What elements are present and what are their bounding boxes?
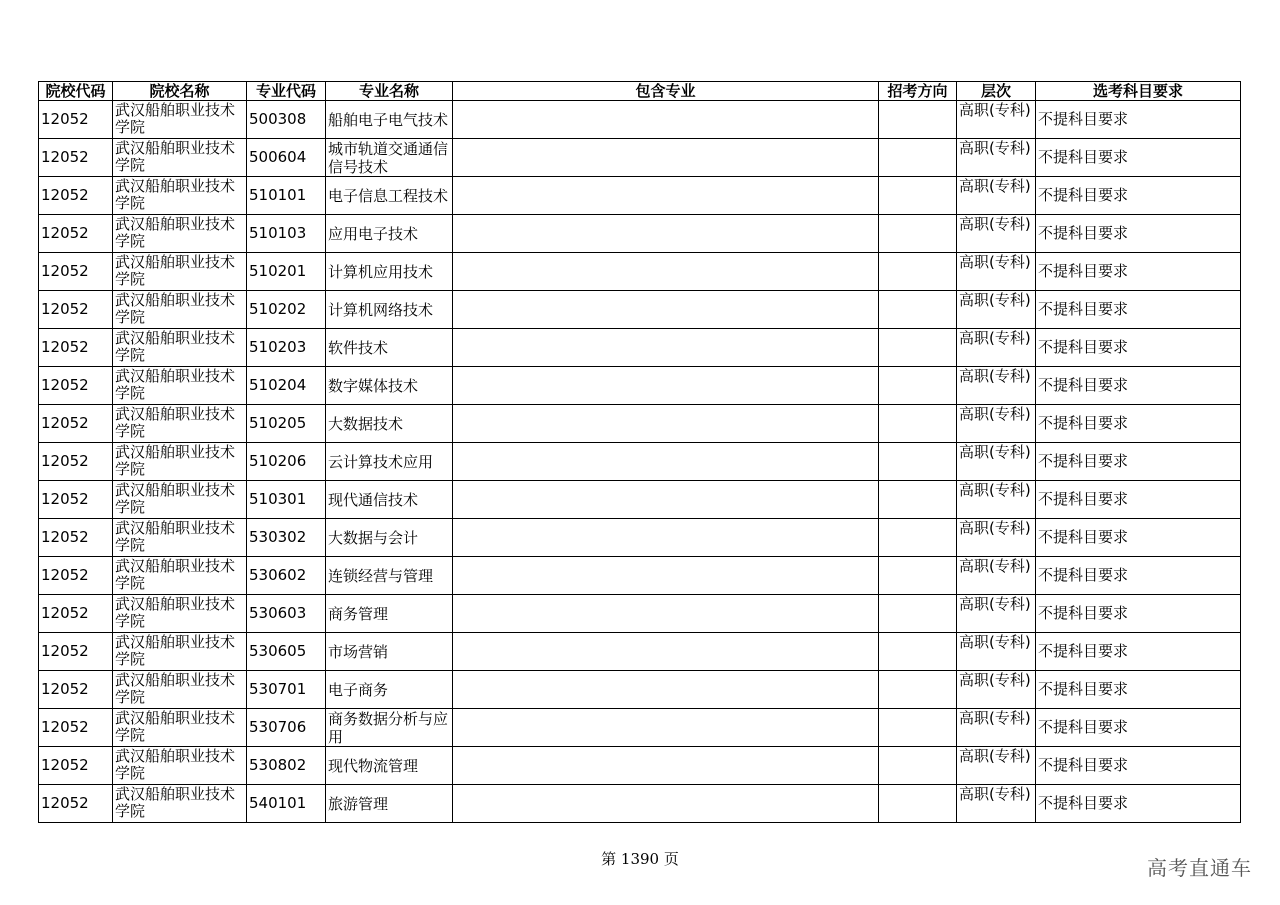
cell-direction xyxy=(879,709,957,747)
cell-major-name: 旅游管理 xyxy=(326,785,453,823)
cell-included-majors xyxy=(453,291,879,329)
cell-included-majors xyxy=(453,329,879,367)
cell-school-code: 12052 xyxy=(39,709,113,747)
table-row xyxy=(39,253,1241,291)
cell-school-name: 武汉船舶职业技术学院 xyxy=(113,709,247,747)
cell-included-majors xyxy=(453,709,879,747)
table-row xyxy=(39,101,1241,139)
cell-major-name: 软件技术 xyxy=(326,329,453,367)
cell-level: 高职(专科) xyxy=(957,709,1036,747)
cell-school-name: 武汉船舶职业技术学院 xyxy=(113,785,247,823)
cell-major-name: 云计算技术应用 xyxy=(326,443,453,481)
cell-major-code: 510202 xyxy=(247,291,326,329)
cell-level: 高职(专科) xyxy=(957,215,1036,253)
cell-major-code: 530603 xyxy=(247,595,326,633)
cell-level: 高职(专科) xyxy=(957,253,1036,291)
table-header-row xyxy=(39,82,1241,101)
header-included-majors: 包含专业 xyxy=(453,82,879,101)
cell-school-code: 12052 xyxy=(39,557,113,595)
table-row xyxy=(39,405,1241,443)
cell-school-name: 武汉船舶职业技术学院 xyxy=(113,139,247,177)
cell-school-code: 12052 xyxy=(39,519,113,557)
cell-major-name: 数字媒体技术 xyxy=(326,367,453,405)
header-school-name: 院校名称 xyxy=(113,82,247,101)
cell-major-name: 电子商务 xyxy=(326,671,453,709)
cell-direction xyxy=(879,633,957,671)
cell-major-code: 500604 xyxy=(247,139,326,177)
cell-subject-requirement: 不提科目要求 xyxy=(1036,139,1241,177)
cell-direction xyxy=(879,595,957,633)
cell-major-code: 510203 xyxy=(247,329,326,367)
cell-subject-requirement: 不提科目要求 xyxy=(1036,747,1241,785)
header-major-code: 专业代码 xyxy=(247,82,326,101)
table-row xyxy=(39,139,1241,177)
cell-subject-requirement: 不提科目要求 xyxy=(1036,253,1241,291)
cell-subject-requirement: 不提科目要求 xyxy=(1036,329,1241,367)
cell-school-name: 武汉船舶职业技术学院 xyxy=(113,101,247,139)
cell-major-code: 530602 xyxy=(247,557,326,595)
table-row xyxy=(39,557,1241,595)
cell-included-majors xyxy=(453,443,879,481)
cell-school-code: 12052 xyxy=(39,329,113,367)
page-number: 第 1390 页 xyxy=(601,850,679,868)
cell-school-code: 12052 xyxy=(39,215,113,253)
cell-level: 高职(专科) xyxy=(957,405,1036,443)
cell-major-code: 510101 xyxy=(247,177,326,215)
header-school-code: 院校代码 xyxy=(39,82,113,101)
header-subject-requirement: 选考科目要求 xyxy=(1036,82,1241,101)
cell-direction xyxy=(879,785,957,823)
cell-major-code: 500308 xyxy=(247,101,326,139)
cell-school-name: 武汉船舶职业技术学院 xyxy=(113,215,247,253)
cell-level: 高职(专科) xyxy=(957,291,1036,329)
cell-school-name: 武汉船舶职业技术学院 xyxy=(113,405,247,443)
cell-level: 高职(专科) xyxy=(957,557,1036,595)
cell-subject-requirement: 不提科目要求 xyxy=(1036,101,1241,139)
cell-included-majors xyxy=(453,747,879,785)
cell-level: 高职(专科) xyxy=(957,329,1036,367)
cell-school-name: 武汉船舶职业技术学院 xyxy=(113,557,247,595)
cell-direction xyxy=(879,367,957,405)
cell-level: 高职(专科) xyxy=(957,101,1036,139)
cell-major-name: 计算机应用技术 xyxy=(326,253,453,291)
table-row xyxy=(39,443,1241,481)
cell-school-name: 武汉船舶职业技术学院 xyxy=(113,443,247,481)
cell-direction xyxy=(879,177,957,215)
header-level: 层次 xyxy=(957,82,1036,101)
cell-major-name: 现代物流管理 xyxy=(326,747,453,785)
cell-major-name: 现代通信技术 xyxy=(326,481,453,519)
cell-included-majors xyxy=(453,671,879,709)
cell-major-name: 连锁经营与管理 xyxy=(326,557,453,595)
cell-major-name: 电子信息工程技术 xyxy=(326,177,453,215)
cell-school-name: 武汉船舶职业技术学院 xyxy=(113,633,247,671)
cell-subject-requirement: 不提科目要求 xyxy=(1036,519,1241,557)
cell-subject-requirement: 不提科目要求 xyxy=(1036,177,1241,215)
cell-direction xyxy=(879,519,957,557)
cell-major-name: 船舶电子电气技术 xyxy=(326,101,453,139)
table-row xyxy=(39,595,1241,633)
cell-direction xyxy=(879,557,957,595)
cell-subject-requirement: 不提科目要求 xyxy=(1036,405,1241,443)
header-direction: 招考方向 xyxy=(879,82,957,101)
cell-level: 高职(专科) xyxy=(957,443,1036,481)
cell-school-name: 武汉船舶职业技术学院 xyxy=(113,177,247,215)
cell-included-majors xyxy=(453,139,879,177)
cell-school-code: 12052 xyxy=(39,101,113,139)
cell-subject-requirement: 不提科目要求 xyxy=(1036,785,1241,823)
cell-school-code: 12052 xyxy=(39,291,113,329)
cell-school-code: 12052 xyxy=(39,443,113,481)
cell-included-majors xyxy=(453,633,879,671)
cell-major-code: 530802 xyxy=(247,747,326,785)
cell-level: 高职(专科) xyxy=(957,177,1036,215)
cell-direction xyxy=(879,329,957,367)
table-row xyxy=(39,709,1241,747)
table-row xyxy=(39,177,1241,215)
cell-direction xyxy=(879,291,957,329)
cell-school-code: 12052 xyxy=(39,481,113,519)
cell-level: 高职(专科) xyxy=(957,481,1036,519)
cell-school-name: 武汉船舶职业技术学院 xyxy=(113,595,247,633)
cell-major-code: 510201 xyxy=(247,253,326,291)
cell-included-majors xyxy=(453,519,879,557)
cell-subject-requirement: 不提科目要求 xyxy=(1036,481,1241,519)
cell-direction xyxy=(879,139,957,177)
cell-included-majors xyxy=(453,405,879,443)
cell-subject-requirement: 不提科目要求 xyxy=(1036,367,1241,405)
table-row xyxy=(39,519,1241,557)
cell-major-name: 大数据技术 xyxy=(326,405,453,443)
table-row xyxy=(39,215,1241,253)
cell-level: 高职(专科) xyxy=(957,367,1036,405)
cell-major-name: 商务数据分析与应用 xyxy=(326,709,453,747)
cell-included-majors xyxy=(453,177,879,215)
cell-school-code: 12052 xyxy=(39,671,113,709)
cell-school-code: 12052 xyxy=(39,633,113,671)
cell-included-majors xyxy=(453,367,879,405)
cell-major-code: 530302 xyxy=(247,519,326,557)
cell-subject-requirement: 不提科目要求 xyxy=(1036,557,1241,595)
cell-level: 高职(专科) xyxy=(957,595,1036,633)
cell-school-name: 武汉船舶职业技术学院 xyxy=(113,329,247,367)
cell-level: 高职(专科) xyxy=(957,671,1036,709)
cell-level: 高职(专科) xyxy=(957,633,1036,671)
table-row xyxy=(39,671,1241,709)
cell-included-majors xyxy=(453,785,879,823)
cell-direction xyxy=(879,747,957,785)
cell-school-code: 12052 xyxy=(39,785,113,823)
cell-school-code: 12052 xyxy=(39,253,113,291)
cell-school-name: 武汉船舶职业技术学院 xyxy=(113,253,247,291)
cell-level: 高职(专科) xyxy=(957,139,1036,177)
cell-school-name: 武汉船舶职业技术学院 xyxy=(113,367,247,405)
cell-direction xyxy=(879,215,957,253)
table-row xyxy=(39,633,1241,671)
cell-included-majors xyxy=(453,215,879,253)
cell-major-code: 530706 xyxy=(247,709,326,747)
cell-school-code: 12052 xyxy=(39,367,113,405)
table-row xyxy=(39,329,1241,367)
cell-included-majors xyxy=(453,595,879,633)
table-row xyxy=(39,747,1241,785)
cell-school-code: 12052 xyxy=(39,595,113,633)
table-row xyxy=(39,367,1241,405)
cell-major-name: 计算机网络技术 xyxy=(326,291,453,329)
table-row xyxy=(39,481,1241,519)
cell-subject-requirement: 不提科目要求 xyxy=(1036,215,1241,253)
table-body xyxy=(39,101,1241,823)
cell-school-code: 12052 xyxy=(39,177,113,215)
cell-school-name: 武汉船舶职业技术学院 xyxy=(113,671,247,709)
cell-direction xyxy=(879,671,957,709)
cell-major-name: 城市轨道交通通信信号技术 xyxy=(326,139,453,177)
cell-school-code: 12052 xyxy=(39,405,113,443)
cell-major-name: 大数据与会计 xyxy=(326,519,453,557)
cell-school-code: 12052 xyxy=(39,139,113,177)
cell-school-name: 武汉船舶职业技术学院 xyxy=(113,747,247,785)
cell-subject-requirement: 不提科目要求 xyxy=(1036,633,1241,671)
cell-included-majors xyxy=(453,481,879,519)
cell-major-code: 510103 xyxy=(247,215,326,253)
cell-major-name: 市场营销 xyxy=(326,633,453,671)
table-row xyxy=(39,785,1241,823)
cell-major-code: 510206 xyxy=(247,443,326,481)
cell-school-name: 武汉船舶职业技术学院 xyxy=(113,291,247,329)
cell-direction xyxy=(879,253,957,291)
cell-subject-requirement: 不提科目要求 xyxy=(1036,671,1241,709)
cell-direction xyxy=(879,481,957,519)
cell-subject-requirement: 不提科目要求 xyxy=(1036,291,1241,329)
cell-major-name: 商务管理 xyxy=(326,595,453,633)
cell-school-name: 武汉船舶职业技术学院 xyxy=(113,519,247,557)
cell-major-code: 510204 xyxy=(247,367,326,405)
table-row xyxy=(39,291,1241,329)
header-major-name: 专业名称 xyxy=(326,82,453,101)
cell-school-name: 武汉船舶职业技术学院 xyxy=(113,481,247,519)
watermark-text: 高考直通车 xyxy=(1147,856,1252,880)
cell-subject-requirement: 不提科目要求 xyxy=(1036,595,1241,633)
cell-direction xyxy=(879,101,957,139)
cell-included-majors xyxy=(453,101,879,139)
cell-major-code: 510301 xyxy=(247,481,326,519)
cell-included-majors xyxy=(453,557,879,595)
cell-direction xyxy=(879,405,957,443)
cell-major-name: 应用电子技术 xyxy=(326,215,453,253)
cell-level: 高职(专科) xyxy=(957,747,1036,785)
cell-school-code: 12052 xyxy=(39,747,113,785)
cell-direction xyxy=(879,443,957,481)
cell-major-code: 530701 xyxy=(247,671,326,709)
cell-subject-requirement: 不提科目要求 xyxy=(1036,709,1241,747)
cell-included-majors xyxy=(453,253,879,291)
cell-level: 高职(专科) xyxy=(957,519,1036,557)
cell-level: 高职(专科) xyxy=(957,785,1036,823)
cell-major-code: 530605 xyxy=(247,633,326,671)
cell-subject-requirement: 不提科目要求 xyxy=(1036,443,1241,481)
cell-major-code: 540101 xyxy=(247,785,326,823)
cell-major-code: 510205 xyxy=(247,405,326,443)
admission-table-container xyxy=(38,81,1240,823)
admission-table xyxy=(38,81,1241,823)
